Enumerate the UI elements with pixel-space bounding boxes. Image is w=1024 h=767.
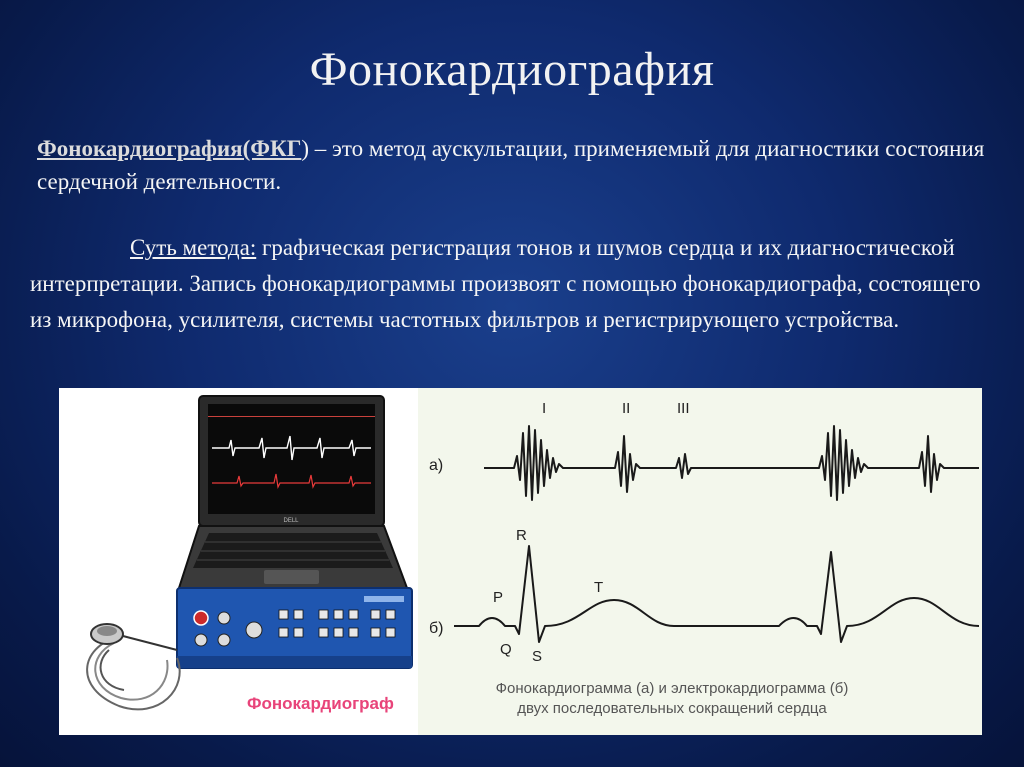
ecg-label-R: R <box>516 527 527 544</box>
definition-term: Фонокардиография(ФКГ <box>37 136 302 161</box>
method-essence-lead: Суть метода: <box>130 235 257 260</box>
control-panel <box>177 588 412 668</box>
microphone-icon <box>87 624 180 709</box>
definition-text: ) – это метод аускультации, применяемый для диагностики состояния сердечной деятельности. <box>37 136 985 194</box>
device-label: Фонокардиограф <box>247 694 394 713</box>
phonocardiograph-device <box>87 396 412 713</box>
figure-caption-line1: Фонокардиограмма (а) и электрокардиограмма (б) <box>495 680 849 697</box>
ecg-label-S: S <box>532 648 543 665</box>
red-knob-icon <box>194 611 208 625</box>
method-essence-text: графическая регистрация тонов и шумов сердца и их диагностической интерпретации. Запись фонокардиограммы произвоят с помощью фонокардиографа, состоящего из микрофона, усилителя, системы частотных фильтров и регистрирующего устройства. <box>30 235 981 332</box>
laptop-brand: DELL <box>283 518 299 524</box>
method-essence-paragraph <box>30 230 995 338</box>
tone-label-III: III <box>677 400 690 417</box>
laptop <box>199 396 384 526</box>
diagram <box>429 400 979 717</box>
ecg-label-Q: Q <box>500 641 512 658</box>
tone-label-I: I <box>542 400 547 417</box>
ecg-label-T: T <box>594 579 604 596</box>
definition-paragraph <box>37 132 997 198</box>
figure-caption-line2: двух последовательных сокращений сердца <box>517 700 827 717</box>
phonocardiogram-trace <box>484 426 979 500</box>
slide-title: Фонокардиография <box>309 43 715 96</box>
figure-panel <box>59 388 982 735</box>
ecg-label-P: P <box>493 589 504 606</box>
tone-label-II: II <box>622 400 631 417</box>
trace-a-label: а) <box>429 457 444 474</box>
figure-illustration <box>59 388 982 735</box>
ecg-trace <box>454 546 979 642</box>
laptop-touchpad <box>264 570 319 584</box>
trace-b-label: б) <box>429 620 444 637</box>
